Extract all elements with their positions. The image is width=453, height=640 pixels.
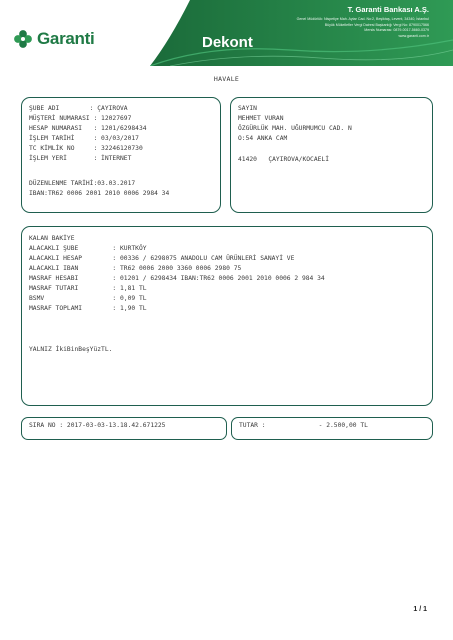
- address-line-2: O:54 ANKA CAM: [238, 135, 288, 142]
- transaction-type: HAVALE: [213, 75, 240, 83]
- address-line-1: ÖZGÜRLÜK MAH. UĞURMUMCU CAD. N: [238, 125, 352, 132]
- transaction-date-line: İŞLEM TARİHİ : 03/03/2017: [29, 135, 139, 142]
- logo-text: Garanti: [37, 29, 95, 48]
- garanti-logo: [12, 28, 94, 50]
- clover-logo-icon: [12, 28, 34, 50]
- postal-city-line: 41420 ÇAYIROVA/KOCAELİ: [238, 156, 329, 163]
- amount-in-words: YALNIZ İkiBinBeşYüzTL.: [29, 346, 113, 353]
- account-number-line: HESAP NUMARASI : 1201/6298434: [29, 125, 147, 132]
- bsmv-line: BSMV : 0,09 TL: [29, 295, 147, 302]
- fee-total-line: MASRAF TOPLAMI : 1,90 TL: [29, 305, 147, 312]
- issue-date-line: DÜZENLENME TARİHİ:03.03.2017: [29, 180, 136, 187]
- bank-info: [297, 17, 429, 39]
- fee-amount-line: MASRAF TUTARI : 1,81 TL: [29, 285, 147, 292]
- header: [0, 0, 453, 66]
- bank-name: T. Garanti Bankası A.Ş.: [347, 5, 429, 14]
- page-number: 1 / 1: [413, 606, 427, 613]
- remaining-balance-line: KALAN BAKİYE: [29, 235, 75, 242]
- beneficiary-iban-line: ALACAKLI IBAN : TR62 0006 2000 3360 0006 2980 75: [29, 265, 242, 272]
- iban-line: IBAN:TR62 0006 2001 2010 0006 2984 34: [29, 190, 170, 197]
- transaction-place-line: İŞLEM YERİ : İNTERNET: [29, 155, 132, 162]
- salutation-line: SAYIN: [238, 105, 257, 112]
- total-amount: TUTAR : - 2.500,00 TL: [239, 422, 368, 429]
- bank-website: www.garanti.com.tr: [398, 33, 429, 38]
- sequence-number: SIRA NO : 2017-03-03-13.18.42.671225: [29, 422, 166, 429]
- beneficiary-branch-line: ALACAKLI ŞUBE : KURTKÖY: [29, 245, 147, 252]
- document-title: Dekont: [202, 34, 253, 51]
- bank-tax-office: Büyük Mükellefler Vergi Dairesi Başkanlığı Vergi No: 8790017566: [324, 22, 429, 27]
- fee-account-line: MASRAF HESABI : 01201 / 6298434 IBAN:TR62 0006 2001 2010 0006 2 984 34: [29, 275, 325, 282]
- branch-info-line: ŞUBE ADI : ÇAYIROVA: [29, 105, 128, 112]
- beneficiary-account-line: ALACAKLI HESAP : 00336 / 6298075 ANADOLU CAM ÜRÜNLERİ SANAYİ VE: [29, 255, 295, 262]
- bank-mersis: Mersis Numarası: 0879-0017-5660-0379: [364, 28, 429, 33]
- customer-number-line: MÜŞTERİ NUMARASI : 12027697: [29, 115, 132, 122]
- bank-address: Genel Müdürlük: Nispetiye Mah. Aytar Cad. No:2, Beşiktaş, Levent, 34340, İstanbul: [296, 17, 429, 21]
- customer-name-line: MEHMET VURAN: [238, 115, 284, 122]
- tc-id-line: TC KİMLİK NO : 32246120730: [29, 145, 143, 152]
